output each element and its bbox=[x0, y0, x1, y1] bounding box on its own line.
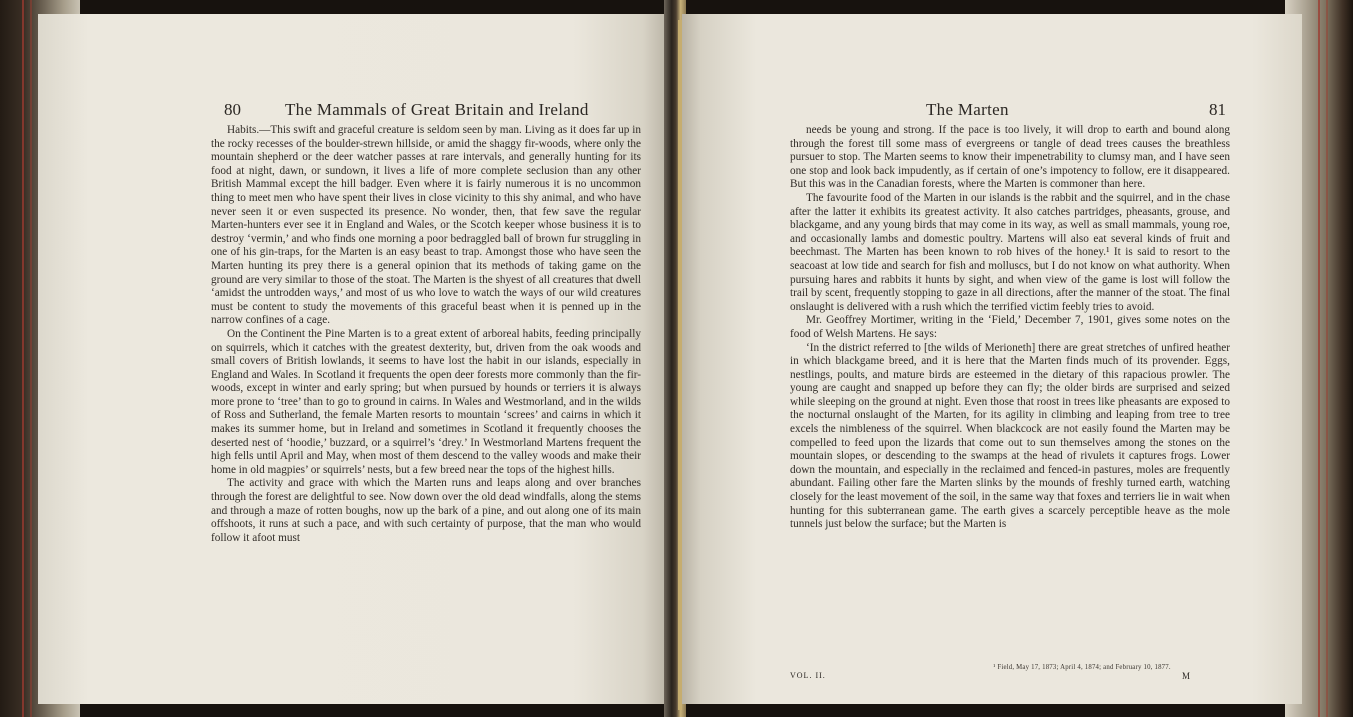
paragraph: ‘In the district referred to [the wilds of Merioneth] there are great stretches of unfired heather in which blackgame breed, and it is here that the Marten finds much of its provender. Eggs, nestlings, poults, and mature birds are esteemed in the dietary of this rapacious prowler. The young are caught and snapped up before they can fly; the older birds are surprised and seized while sleeping on the ground at night. Even those that roost in trees like pheasants are exposed to the nocturnal onslaught of the Marten, for its agility in climbing and leaping from tree to tree excels the nimbleness of the squirrel. When blackcock are not easily found the Marten may be compelled to feed upon the lizards that come out to sun themselves among the stones on the mountain slopes, or descending to the swamps at the head of rivulets it captures frogs. Lower down the mountain, and especially in the reclaimed and fenced-in pastures, moles are frequently abundant. Failing other fare the Marten slinks by the mounds of freshly turned earth, watching closely for the least movement of the soil, in the same way that foxes and terriers lie in wait when hunting for this subterranean game. The earth gives a scarcely perceptible heave as the mole tunnels just below the surface; but the Marten is bbox=[790, 341, 1230, 531]
left-bookmark-ribbon-2 bbox=[30, 0, 32, 717]
paragraph: Habits.—This swift and graceful creature is seldom seen by man. Living as it does far up in the rocky recesses of the boulder-strewn hillside, or amid the shaggy fir-woods, where only the mountain shepherd or the deer watcher passes at rare intervals, and generally hunting for its food at night, dawn, or sundown, it lives a life of more complete seclusion than any other British Mammal except the hill badger. Even where it is fairly numerous it is no uncommon thing to meet men who have spent their lives in close vicinity to this shy animal, and who have never seen it or even suspected its presence. No wonder, then, that few save the regular Marten-hunters ever see it in England and Wales, or the Scotch keeper whose business it is to destroy ‘vermin,’ and who finds one morning a poor bedraggled ball of brown fur struggling in one of his gin-traps, for the Marten is an easy beast to trap. Amongst those who have seen the Marten hunting its prey there is a general opinion that its methods of taking game on the ground are very similar to those of the stoat. The Marten is the shyest of all creatures that dwell ‘amidst the untrodden ways,’ and most of us who love to watch the ways of our wild creatures must be content to study the movements of this graceful beast when it is penned up in the narrow confines of a cage. bbox=[211, 124, 641, 327]
right-page bbox=[682, 14, 1302, 704]
running-head: The Mammals of Great Britain and Ireland bbox=[285, 100, 589, 119]
body-text bbox=[790, 124, 1230, 532]
paragraph: The favourite food of the Marten in our islands is the rabbit and the squirrel, and in the chase after the latter it exhibits its greatest activity. It also catches partridges, pheasants, grouse, and blackgame, and any young birds that may come in its way, as well as small mammals, young roe, and occasionally lambs and domestic poultry. Martens will also eat several kinds of fruit and beechmast. The Marten has been known to rob hives of the honey.¹ It is said to resort to the seacoast at low tide and search for fish and molluscs, but I do not know on what authority. When pursuing hares and rabbits it hunts by sight, and when view of the game is lost will follow the trail by scent, frequently stopping to gaze in all directions, after the manner of the stoat. The final onslaught is delivered with a rush which the terrified victim feebly tries to avoid. bbox=[790, 191, 1230, 313]
running-head: The Marten bbox=[926, 100, 1009, 119]
page-number: 80 bbox=[224, 100, 241, 119]
right-bookmark-ribbon-2 bbox=[1326, 0, 1328, 717]
paragraph: On the Continent the Pine Marten is to a great extent of arboreal habits, feeding principally on squirrels, which it catches with the greatest dexterity, but, driven from the oak woods and small covers of British lowlands, it seems to have lost the habit in our islands, especially in England and Wales. In Scotland it frequents the open deer forests more commonly than the fir-woods, except in winter and early spring; but when pursued by hounds or terriers it is always more prone to ‘tree’ than to go to ground in cairns. In Wales and Westmorland, and in the wilds of Ross and Sutherland, the female Marten resorts to mountain ‘screes’ and cairns in which it makes its summer home, but in Ireland and sometimes in Scotland it frequently chooses the deserted nest of ‘hoodie,’ buzzard, or a squirrel’s ‘drey.’ In Westmorland Martens frequent the high fells until April and May, when most of them descend to the valley woods and make their home in old magpies’ or squirrels’ nests, but a few breed near the tops of the highest hills. bbox=[211, 327, 641, 476]
right-bookmark-ribbon bbox=[1318, 0, 1320, 717]
body-text bbox=[211, 124, 641, 545]
volume-mark: VOL. II. bbox=[790, 671, 826, 680]
footnote: ¹ Field, May 17, 1873; April 4, 1874; and February 10, 1877. bbox=[993, 664, 1171, 671]
left-page bbox=[38, 14, 668, 704]
left-bookmark-ribbon bbox=[22, 0, 24, 717]
paragraph: Mr. Geoffrey Mortimer, writing in the ‘Field,’ December 7, 1901, gives some notes on the food of Welsh Martens. He says: bbox=[790, 314, 1230, 340]
paragraph: The activity and grace with which the Marten runs and leaps along and over branches through the forest are delightful to see. Now down over the old dead windfalls, along the stems and through a maze of rotten boughs, now up the bark of a pine, and out along one of its main offshoots, it runs at such a pace, and with such certainty of purpose, that the man who would follow it afoot must bbox=[211, 477, 641, 544]
page-number: 81 bbox=[1209, 100, 1226, 119]
signature-mark: M bbox=[1182, 671, 1191, 681]
paragraph: needs be young and strong. If the pace is too lively, it will drop to earth and bound along through the forest till some mass of evergreens or tangle of dead trees causes the breathless pursuer to stop. The Marten seems to know their impenetrability to clumsy man, and I have seen one stop and look back impudently, as if certain of one’s impotency to follow, ere it disappeared. But this was in the Canadian forests, where the Marten is commoner than here. bbox=[790, 124, 1230, 191]
